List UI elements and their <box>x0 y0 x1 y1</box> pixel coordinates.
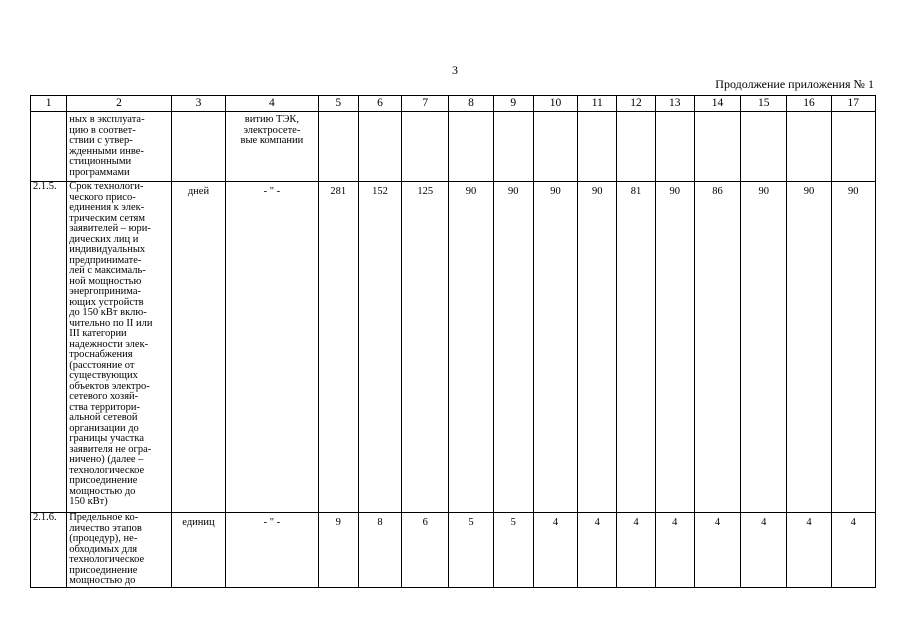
column-header: 15 <box>741 96 787 112</box>
table-row <box>31 182 876 513</box>
value-cell: 90 <box>493 182 533 513</box>
column-header: 7 <box>402 96 449 112</box>
value-cell: 152 <box>358 182 401 513</box>
value-cell: 90 <box>741 182 787 513</box>
value-cell <box>741 112 787 182</box>
table-row <box>31 112 876 182</box>
text-line: Предельное ко- <box>69 512 139 523</box>
text-line: присоединение <box>69 475 138 486</box>
text-line: стиционными <box>69 156 132 167</box>
column-header: 14 <box>694 96 740 112</box>
value-cell: 86 <box>694 182 740 513</box>
text-line: Срок технологи- <box>69 181 144 192</box>
value-cell: 4 <box>578 513 617 588</box>
value-cell: 4 <box>787 513 831 588</box>
source-cell <box>226 112 319 182</box>
indicator-table <box>30 95 876 588</box>
value-cell: 4 <box>694 513 740 588</box>
column-header: 8 <box>449 96 493 112</box>
text-line: (процедур), не- <box>69 533 138 544</box>
page-number: 3 <box>452 63 458 77</box>
value-cell: 281 <box>318 182 358 513</box>
text-line: трическим сетям <box>69 212 146 224</box>
text-line: цию в соответ- <box>69 124 136 136</box>
value-cell <box>617 112 655 182</box>
value-cell: 8 <box>358 513 401 588</box>
value-cell <box>787 112 831 182</box>
indicator-name <box>67 182 172 513</box>
text-line: альной сетевой <box>69 412 138 423</box>
column-header: 3 <box>171 96 225 112</box>
value-cell <box>694 112 740 182</box>
value-cell: 5 <box>449 513 493 588</box>
value-cell <box>493 112 533 182</box>
text-line: организации до <box>69 422 139 434</box>
text-line: заявителя не огра- <box>69 443 152 455</box>
text-line: индивидуальных <box>69 244 146 255</box>
row-code: 2.1.6. <box>31 513 67 588</box>
text-line: программами <box>69 166 130 178</box>
text-line: личество этапов <box>69 522 142 534</box>
value-cell <box>533 112 577 182</box>
unit-cell: единиц <box>171 513 225 588</box>
source-cell: - " - <box>226 513 319 588</box>
column-header: 13 <box>655 96 694 112</box>
text-line: III категории <box>69 328 127 339</box>
text-line: обходимых для <box>69 543 138 555</box>
text-line: ных в эксплуата- <box>69 114 145 125</box>
text-line: электросете- <box>243 124 301 136</box>
text-line: ной мощностью <box>69 275 142 287</box>
text-line: единения к элек- <box>69 202 145 213</box>
text-line: мощностью до <box>69 575 136 586</box>
value-cell: 4 <box>533 513 577 588</box>
text-line: ющих устройств <box>69 296 144 308</box>
value-cell: 9 <box>318 513 358 588</box>
row-code: 2.1.5. <box>31 182 67 513</box>
source-cell: - " - <box>226 182 319 513</box>
column-header: 1 <box>31 96 67 112</box>
value-cell: 4 <box>655 513 694 588</box>
value-cell <box>402 112 449 182</box>
column-header: 2 <box>67 96 172 112</box>
text-line: энергопринима- <box>69 286 141 297</box>
column-header: 16 <box>787 96 831 112</box>
text-line: сетевого хозяй- <box>69 391 139 402</box>
indicator-name <box>67 112 172 182</box>
value-cell: 90 <box>655 182 694 513</box>
text-line: до 150 кВт вклю- <box>69 307 147 318</box>
value-cell: 6 <box>402 513 449 588</box>
text-line: ства территори- <box>69 401 140 413</box>
text-line: чительно по II или <box>69 317 153 329</box>
text-line: предпринимате- <box>69 254 142 266</box>
value-cell <box>358 112 401 182</box>
column-header: 10 <box>533 96 577 112</box>
table-row <box>31 513 876 588</box>
column-header: 6 <box>358 96 401 112</box>
value-cell: 90 <box>533 182 577 513</box>
appendix-caption: Продолжение приложения № 1 <box>715 77 874 91</box>
text-line: вые компании <box>240 135 304 146</box>
value-cell: 90 <box>449 182 493 513</box>
text-line: ческого присо- <box>69 191 136 203</box>
value-cell <box>655 112 694 182</box>
unit-cell: дней <box>171 182 225 513</box>
value-cell: 4 <box>831 513 875 588</box>
column-header: 11 <box>578 96 617 112</box>
column-header: 5 <box>318 96 358 112</box>
indicator-name <box>67 513 172 588</box>
text-line: существующих <box>69 370 138 381</box>
text-line: мощностью до <box>69 485 136 497</box>
value-cell: 90 <box>831 182 875 513</box>
text-line: технологическое <box>69 464 145 476</box>
value-cell: 90 <box>787 182 831 513</box>
value-cell: 90 <box>578 182 617 513</box>
value-cell <box>831 112 875 182</box>
column-header: 12 <box>617 96 655 112</box>
text-line: троснабжения <box>69 349 133 360</box>
text-line: (расстояние от <box>69 359 135 371</box>
value-cell <box>318 112 358 182</box>
unit-cell <box>171 112 225 182</box>
text-line: 150 кВт) <box>69 496 108 507</box>
value-cell: 125 <box>402 182 449 513</box>
value-cell: 81 <box>617 182 655 513</box>
text-line: дических лиц и <box>69 233 139 245</box>
column-header: 17 <box>831 96 875 112</box>
value-cell <box>578 112 617 182</box>
value-cell: 4 <box>617 513 655 588</box>
text-line: технологическое <box>69 554 145 565</box>
text-line: объектов электро- <box>69 380 150 392</box>
value-cell: 5 <box>493 513 533 588</box>
value-cell: 4 <box>741 513 787 588</box>
text-line: ствии с утвер- <box>69 135 133 146</box>
column-header: 9 <box>493 96 533 112</box>
header-row <box>31 96 876 112</box>
text-line: ничено) (далее – <box>69 454 144 465</box>
column-header: 4 <box>226 96 319 112</box>
text-line: границы участка <box>69 433 145 444</box>
text-line: жденными инве- <box>69 145 144 157</box>
text-line: надежности элек- <box>69 338 149 350</box>
text-line: заявителей – юри- <box>69 223 151 234</box>
text-line: присоединение <box>69 564 138 576</box>
row-code <box>31 112 67 182</box>
text-line: витию ТЭК, <box>244 114 300 125</box>
text-line: лей с максималь- <box>69 265 146 276</box>
value-cell <box>449 112 493 182</box>
